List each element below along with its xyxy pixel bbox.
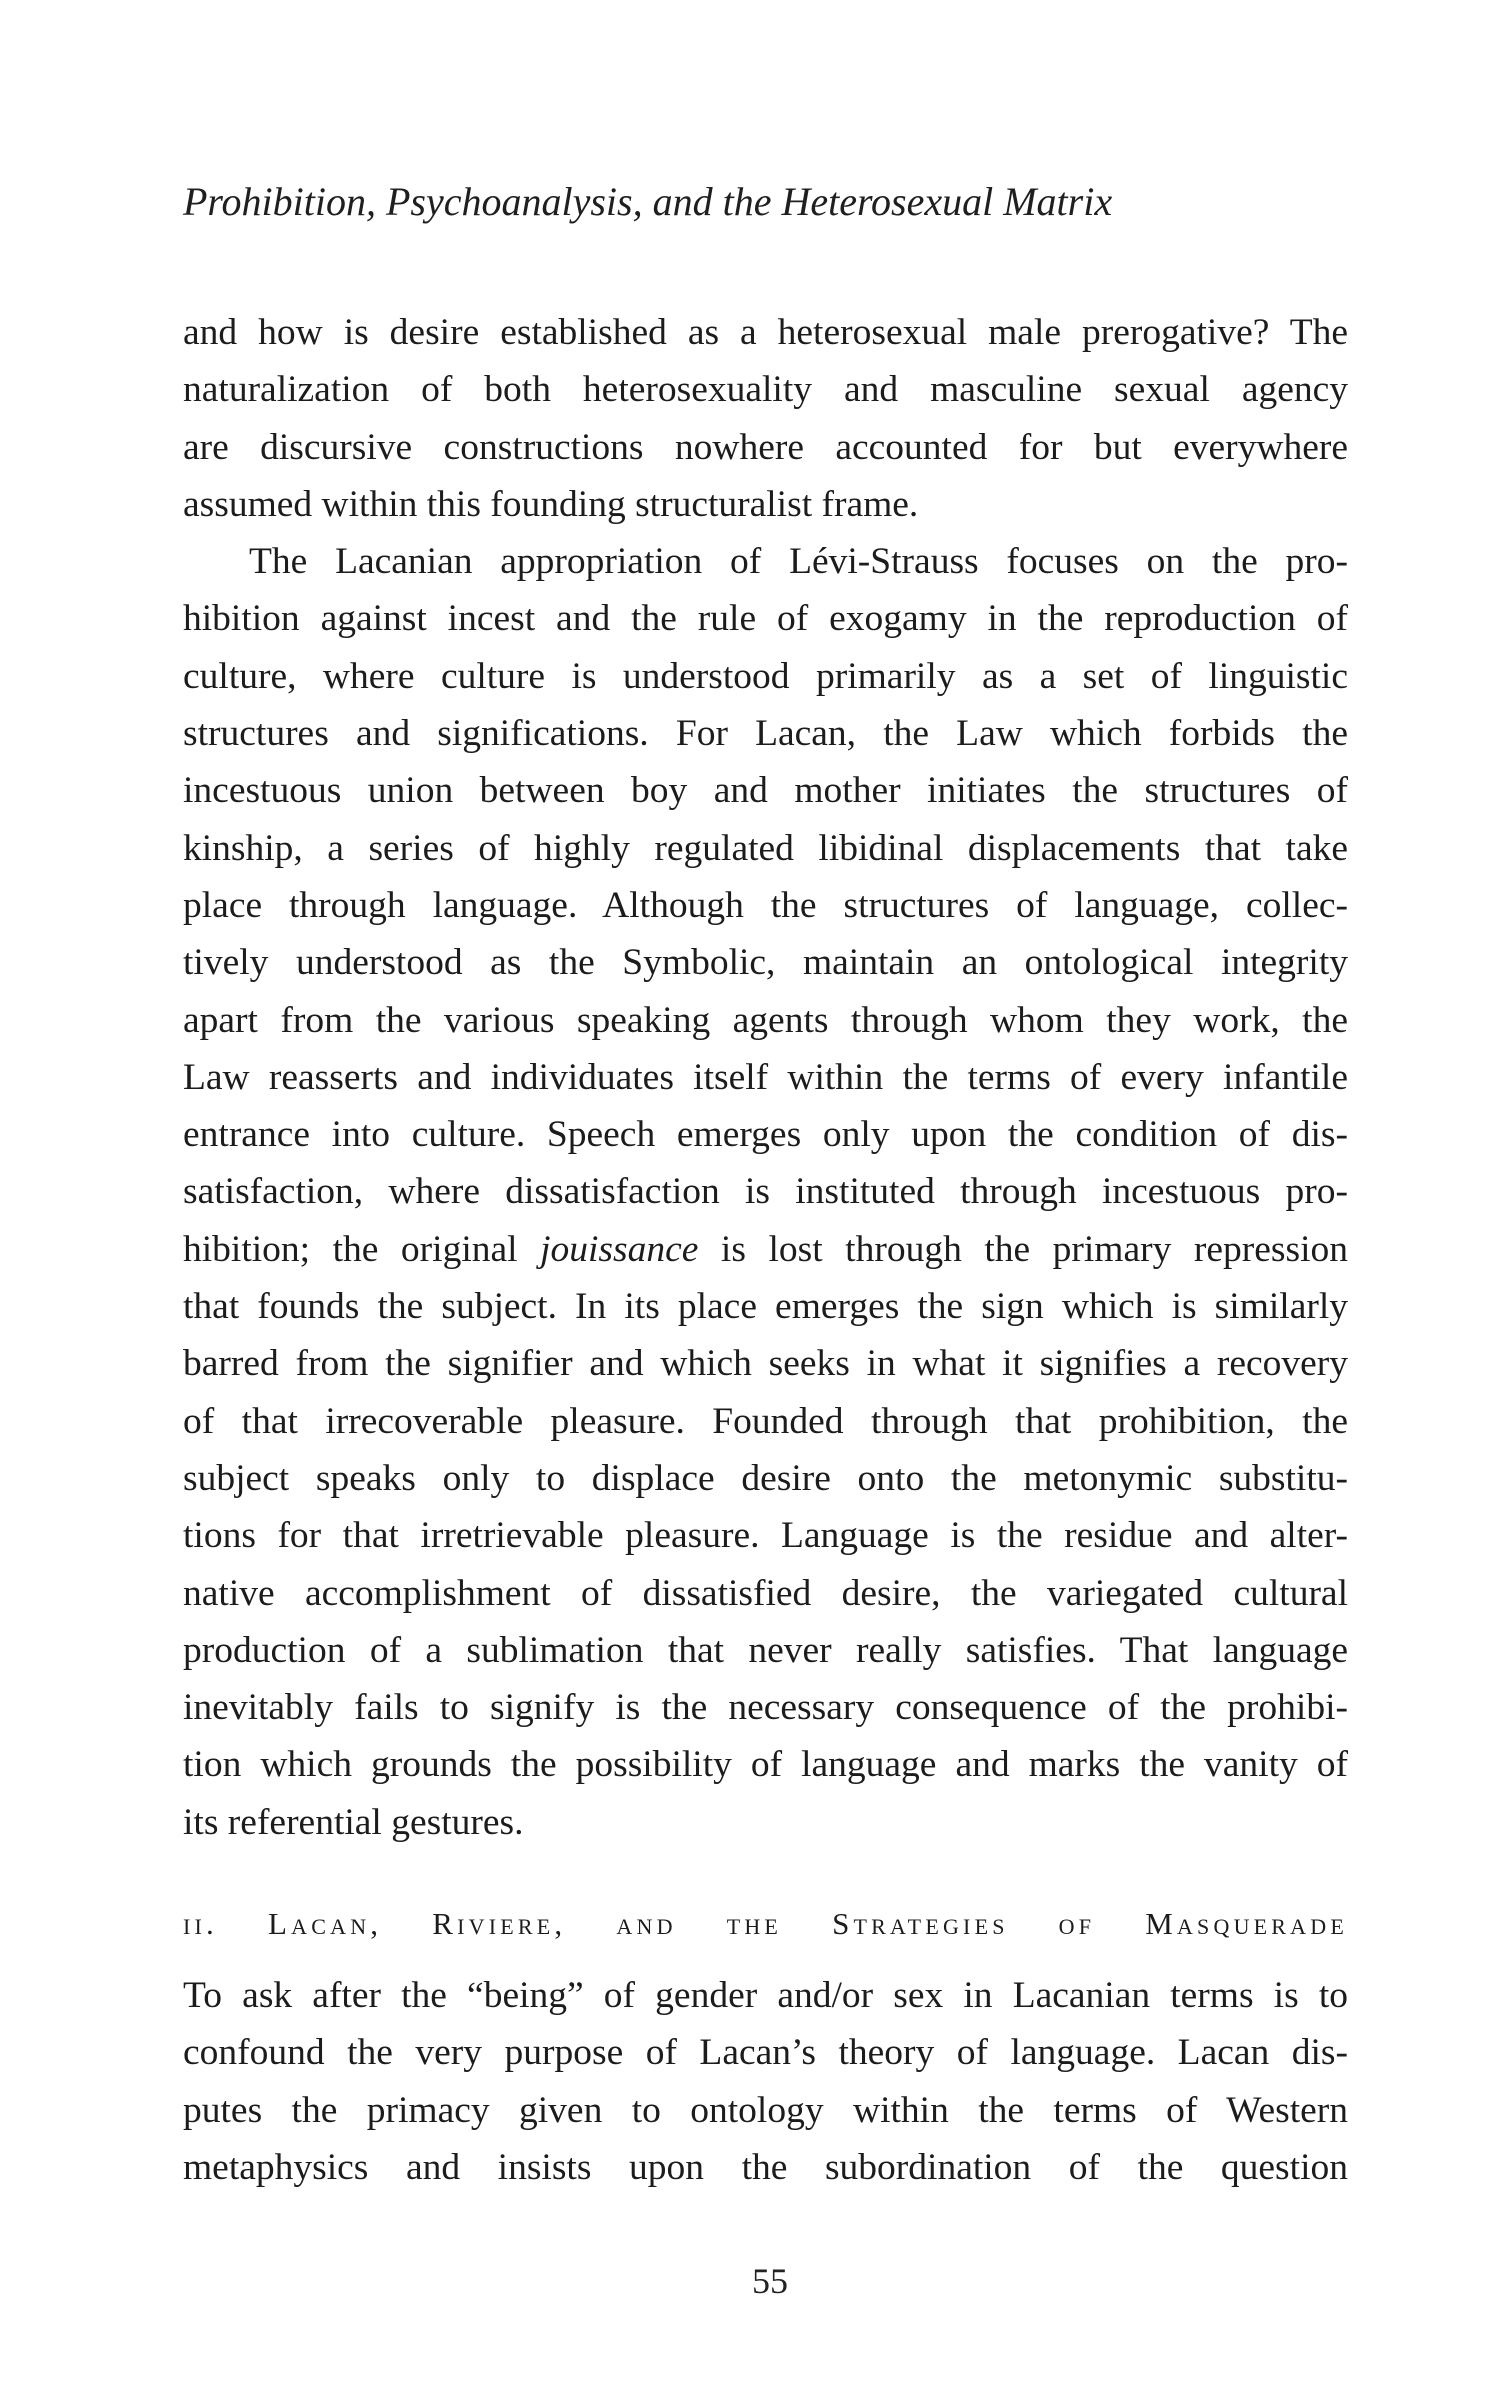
text-line: that founds the subject. In its place emerges the sign which is similarly bbox=[183, 1286, 1348, 1328]
line-segment: is lost through the primary repression bbox=[698, 1228, 1348, 1270]
page-number: 55 bbox=[752, 2261, 788, 2301]
text-line: apart from the various speaking agents through whom they work, the bbox=[183, 999, 1348, 1041]
text-line: hibition against incest and the rule of exogamy in the reproduction of bbox=[183, 598, 1348, 640]
text-line: satisfaction, where dissatisfaction is instituted through incestuous pro- bbox=[183, 1171, 1348, 1213]
text-line: Law reasserts and individuates itself within the terms of every infantile bbox=[183, 1056, 1348, 1098]
running-head-title: Prohibition, Psychoanalysis, and the Heterosexual Matrix bbox=[183, 179, 1113, 224]
text-line: barred from the signifier and which seeks in what it signifies a recovery bbox=[183, 1343, 1348, 1385]
section-paragraph bbox=[183, 1967, 1348, 2196]
italic-term-jouissance: jouissance bbox=[540, 1228, 699, 1270]
text-line: structures and significations. For Lacan, the Law which forbids the bbox=[183, 713, 1348, 755]
body-paragraphs bbox=[183, 304, 1348, 1851]
text-line: incestuous union between boy and mother initiates the structures of bbox=[183, 770, 1348, 812]
text-line: production of a sublimation that never really satisfies. That language bbox=[183, 1629, 1348, 1671]
text-line: tions for that irretrievable pleasure. Language is the residue and alter- bbox=[183, 1515, 1348, 1557]
text-line: native accomplishment of dissatisfied desire, the variegated cultural bbox=[183, 1572, 1348, 1614]
text-line: kinship, a series of highly regulated libidinal displacements that take bbox=[183, 827, 1348, 869]
line-segment: hibition; the original bbox=[183, 1228, 541, 1270]
text-line: inevitably fails to signify is the necessary consequence of the prohibi- bbox=[183, 1687, 1348, 1729]
text-line: confound the very purpose of Lacan’s theory of language. Lacan dis- bbox=[183, 2032, 1348, 2074]
text-line: culture, where culture is understood primarily as a set of linguistic bbox=[183, 655, 1348, 697]
text-line: tion which grounds the possibility of language and marks the vanity of bbox=[183, 1744, 1348, 1786]
text-line: and how is desire established as a heterosexual male prerogative? The bbox=[183, 312, 1348, 353]
text-line: tively understood as the Symbolic, maintain an ontological integrity bbox=[183, 942, 1348, 984]
text-line: entrance into culture. Speech emerges only upon the condition of dis- bbox=[183, 1114, 1348, 1156]
text-line: naturalization of both heterosexuality and masculine sexual agency bbox=[183, 369, 1348, 411]
text-line: metaphysics and insists upon the subordination of the question bbox=[183, 2146, 1348, 2188]
text-line: assumed within this founding structuralist frame. bbox=[183, 483, 919, 525]
text-line: its referential gestures. bbox=[183, 1801, 524, 1843]
text-line: putes the primacy given to ontology within the terms of Western bbox=[183, 2089, 1348, 2131]
text-line: To ask after the “being” of gender and/or sex in Lacanian terms is to bbox=[183, 1975, 1348, 2016]
text-line: subject speaks only to displace desire onto the metonymic substitu- bbox=[183, 1457, 1348, 1499]
paragraph-first-line: The Lacanian appropriation of Lévi-Strauss focuses on the pro- bbox=[249, 541, 1348, 583]
section-heading: ii. Lacan, Riviere, and the Strategies of Masquerade bbox=[183, 1906, 1348, 1941]
text-line: are discursive constructions nowhere accounted for but everywhere bbox=[183, 426, 1348, 468]
text-line: of that irrecoverable pleasure. Founded through that prohibition, the bbox=[183, 1400, 1348, 1442]
text-line: place through language. Although the structures of language, collec- bbox=[183, 884, 1348, 926]
text-line-with-italic bbox=[183, 1221, 1348, 1278]
